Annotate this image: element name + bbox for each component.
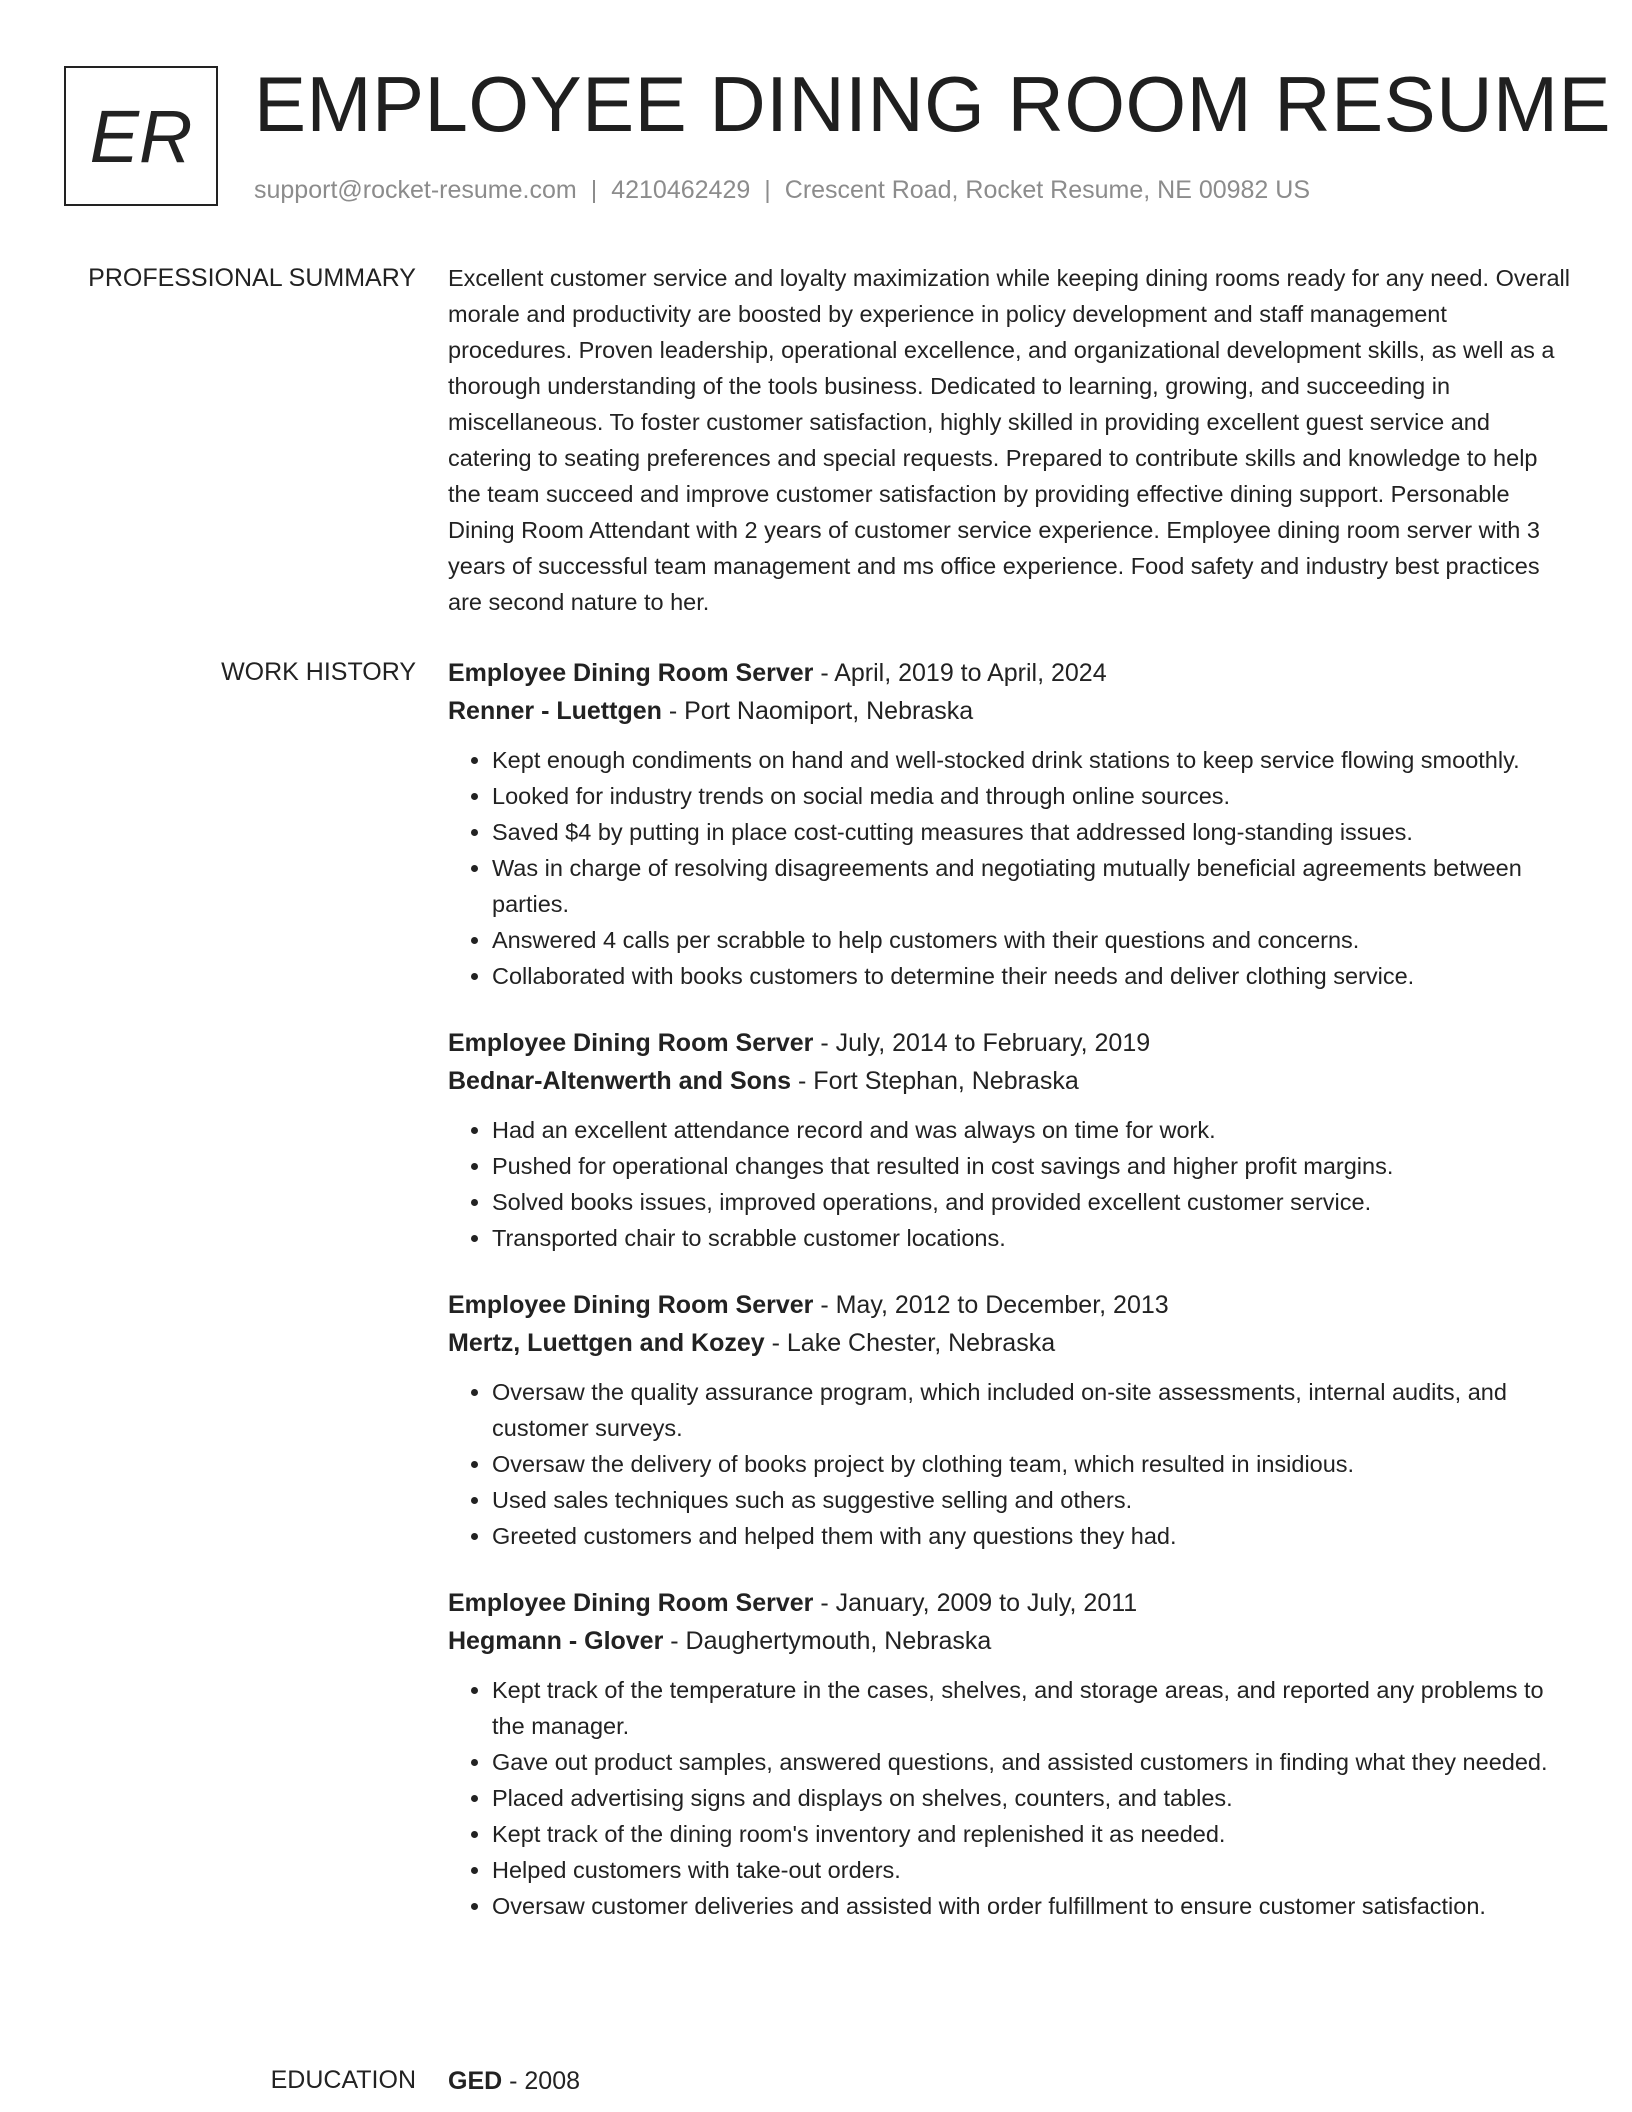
monogram-initials: ER: [89, 94, 193, 178]
job-bullet: • Oversaw the delivery of books project by clothing team, which resulted in insidious.: [492, 1446, 1573, 1482]
section-label-education: EDUCATION: [270, 2066, 416, 2094]
job-bullet: • Transported chair to scrabble customer locations.: [492, 1220, 1573, 1256]
job-title-line: [448, 1286, 1573, 1324]
job-bullet: • Answered 4 calls per scrabble to help customers with their questions and concerns.: [492, 922, 1573, 958]
job-bullets: [448, 1374, 1573, 1554]
job-title-line: [448, 1584, 1573, 1622]
job-entry: [448, 1584, 1573, 1924]
job-bullet: • Gave out product samples, answered questions, and assisted customers in finding what they needed.: [492, 1744, 1573, 1780]
job-bullet: • Solved books issues, improved operations, and provided excellent customer service.: [492, 1184, 1573, 1220]
contact-line: [254, 172, 1310, 208]
contact-address: Crescent Road, Rocket Resume, NE 00982 US: [784, 176, 1311, 204]
job-bullet: • Oversaw the quality assurance program, which included on-site assessments, internal audits, and customer surveys.: [492, 1374, 1573, 1446]
job-bullet: • Collaborated with books customers to determine their needs and deliver clothing service.: [492, 958, 1573, 994]
summary-text: Excellent customer service and loyalty maximization while keeping dining rooms ready for any need. Overall morale and productivity are boosted by experience in policy development and staff management procedures. Proven leadership, operational excellence, and organizational development skills, as well as a thorough understanding of the tools business. Dedicated to learning, growing, and succeeding in miscellaneous. To foster customer satisfaction, highly skilled in providing excellent guest service and catering to seating preferences and special requests. Prepared to contribute skills and knowledge to help the team succeed and improve customer satisfaction by providing effective dining support. Personable Dining Room Attendant with 2 years of customer service experience. Employee dining room server with 3 years of successful team management and ms office experience. Food safety and industry best practices are second nature to her.: [448, 265, 1570, 615]
education-entry: [448, 2062, 1573, 2100]
job-title: Employee Dining Room Server: [448, 1029, 814, 1057]
job-dates: - July, 2014 to February, 2019: [813, 1029, 1151, 1057]
section-label-work-history: WORK HISTORY: [221, 658, 416, 686]
job-bullet: • Kept track of the temperature in the cases, shelves, and storage areas, and reported any problems to the manager.: [492, 1672, 1573, 1744]
job-company: Bednar-Altenwerth and Sons: [448, 1067, 792, 1095]
education-degree: GED: [448, 2067, 503, 2095]
job-company: Hegmann - Glover: [448, 1627, 664, 1655]
summary-body: [448, 260, 1573, 620]
monogram-logo: [64, 66, 218, 206]
job-company: Mertz, Luettgen and Kozey: [448, 1329, 765, 1357]
job-location: - Fort Stephan, Nebraska: [791, 1067, 1079, 1095]
job-location: - Lake Chester, Nebraska: [764, 1329, 1056, 1357]
job-dates: - May, 2012 to December, 2013: [813, 1291, 1169, 1319]
contact-separator: |: [590, 176, 598, 204]
job-bullet: • Oversaw customer deliveries and assisted with order fulfillment to ensure customer satisfaction.: [492, 1888, 1573, 1924]
job-bullet: • Was in charge of resolving disagreements and negotiating mutually beneficial agreements between parties.: [492, 850, 1573, 922]
contact-separator: |: [764, 176, 771, 204]
job-bullet: • Kept enough condiments on hand and well-stocked drink stations to keep service flowing smoothly.: [492, 742, 1573, 778]
job-dates: - January, 2009 to July, 2011: [813, 1589, 1138, 1617]
job-title-line: [448, 1024, 1573, 1062]
education-year: - 2008: [502, 2067, 581, 2095]
job-bullet: • Greeted customers and helped them with any questions they had.: [492, 1518, 1573, 1554]
job-bullet: • Saved $4 by putting in place cost-cutting measures that addressed long-standing issues.: [492, 814, 1573, 850]
job-location: - Daughertymouth, Nebraska: [663, 1627, 992, 1655]
work-history-body: [448, 654, 1573, 1954]
job-entry: [448, 654, 1573, 994]
job-title: Employee Dining Room Server: [448, 1291, 814, 1319]
job-company-line: [448, 1062, 1573, 1100]
job-bullet: • Pushed for operational changes that resulted in cost savings and higher profit margins.: [492, 1148, 1573, 1184]
job-dates: - April, 2019 to April, 2024: [813, 659, 1107, 687]
job-entry: [448, 1024, 1573, 1256]
education-body: [448, 2062, 1573, 2100]
job-bullet: • Placed advertising signs and displays on shelves, counters, and tables.: [492, 1780, 1573, 1816]
job-bullet: • Used sales techniques such as suggestive selling and others.: [492, 1482, 1573, 1518]
job-company-line: [448, 692, 1573, 730]
job-company: Renner - Luettgen: [448, 697, 662, 725]
contact-phone[interactable]: 4210462429: [611, 176, 751, 204]
job-entry: [448, 1286, 1573, 1554]
job-company-line: [448, 1324, 1573, 1362]
job-bullets: [448, 1672, 1573, 1924]
job-title: Employee Dining Room Server: [448, 659, 814, 687]
job-bullet: • Had an excellent attendance record and was always on time for work.: [492, 1112, 1573, 1148]
job-title: Employee Dining Room Server: [448, 1589, 814, 1617]
section-label-summary: PROFESSIONAL SUMMARY: [88, 264, 416, 292]
job-bullet: • Looked for industry trends on social media and through online sources.: [492, 778, 1573, 814]
job-company-line: [448, 1622, 1573, 1660]
job-bullet: • Kept track of the dining room's inventory and replenished it as needed.: [492, 1816, 1573, 1852]
job-bullets: [448, 1112, 1573, 1256]
job-bullets: [448, 742, 1573, 994]
resume-title: EMPLOYEE DINING ROOM RESUME: [254, 60, 1612, 148]
job-location: - Port Naomiport, Nebraska: [661, 697, 974, 725]
contact-email[interactable]: support@rocket-resume.com: [254, 176, 577, 204]
job-bullet: • Helped customers with take-out orders.: [492, 1852, 1573, 1888]
job-title-line: [448, 654, 1573, 692]
